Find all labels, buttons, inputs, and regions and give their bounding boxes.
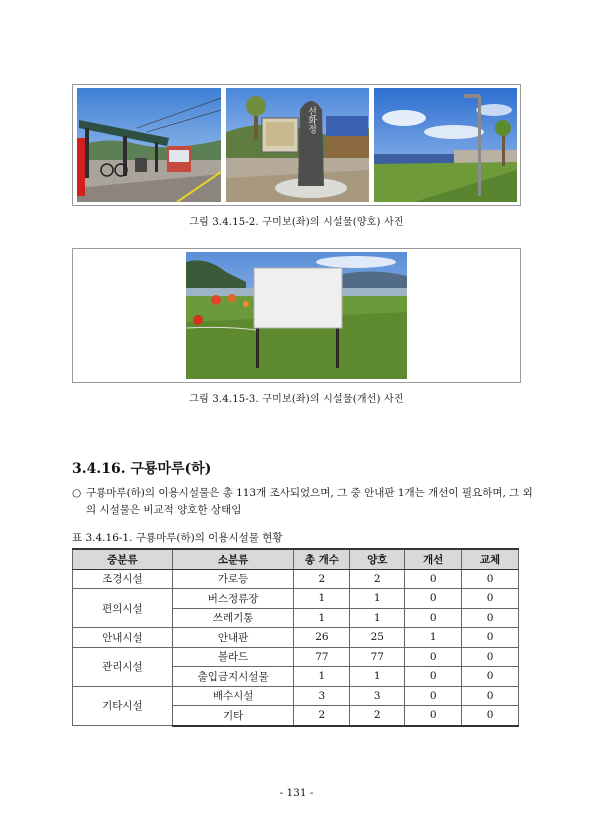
subcategory-cell: 기타 xyxy=(172,706,294,726)
subcategory-cell: 배수시설 xyxy=(172,686,294,706)
value-cell: 1 xyxy=(294,589,350,609)
value-cell: 0 xyxy=(462,686,519,706)
value-cell: 26 xyxy=(294,628,350,648)
value-cell: 3 xyxy=(294,686,350,706)
value-cell: 1 xyxy=(350,589,405,609)
value-cell: 0 xyxy=(462,647,519,667)
value-cell: 1 xyxy=(350,667,405,687)
group-cell: 기타시설 xyxy=(73,686,173,726)
value-cell: 0 xyxy=(405,589,462,609)
monument-inscription: 선화정 xyxy=(306,106,316,134)
value-cell: 0 xyxy=(405,569,462,589)
table-row xyxy=(73,628,519,648)
value-cell: 2 xyxy=(294,569,350,589)
value-cell: 0 xyxy=(405,647,462,667)
header-cell: 양호 xyxy=(350,549,405,569)
section-bullet xyxy=(72,485,534,519)
value-cell: 1 xyxy=(350,608,405,628)
section-title: 3.4.16. 구룡마루(하) xyxy=(72,461,212,477)
header-cell: 중분류 xyxy=(73,549,173,569)
header-cell: 총 개수 xyxy=(294,549,350,569)
value-cell: 3 xyxy=(350,686,405,706)
group-cell: 안내시설 xyxy=(73,628,173,648)
subcategory-cell: 버스정류장 xyxy=(172,589,294,609)
group-cell: 관리시설 xyxy=(73,647,173,686)
value-cell: 2 xyxy=(294,706,350,726)
header-cell: 개선 xyxy=(405,549,462,569)
table-row xyxy=(73,686,519,706)
value-cell: 77 xyxy=(294,647,350,667)
header-cell: 교체 xyxy=(462,549,519,569)
facility-table xyxy=(72,548,519,727)
value-cell: 0 xyxy=(405,667,462,687)
value-cell: 0 xyxy=(462,667,519,687)
subcategory-cell: 가로등 xyxy=(172,569,294,589)
page-number: - 131 - xyxy=(279,787,314,799)
subcategory-cell: 볼라드 xyxy=(172,647,294,667)
value-cell: 0 xyxy=(462,569,519,589)
value-cell: 0 xyxy=(462,706,519,726)
bullet-mark: ○ xyxy=(72,487,82,499)
photo-stone-monument xyxy=(226,88,369,202)
value-cell: 0 xyxy=(405,608,462,628)
value-cell: 0 xyxy=(462,628,519,648)
value-cell: 0 xyxy=(405,686,462,706)
table-row xyxy=(73,647,519,667)
subcategory-cell: 출입금지시설물 xyxy=(172,667,294,687)
photo-blank-sign xyxy=(186,252,407,379)
value-cell: 0 xyxy=(462,608,519,628)
group-cell: 편의시설 xyxy=(73,589,173,628)
photo-lamp-field xyxy=(374,88,517,202)
value-cell: 1 xyxy=(294,608,350,628)
figure-2-caption: 그림 3.4.15-3. 구미보(좌)의 시설물(개선) 사진 xyxy=(189,394,404,405)
bullet-text: 구룡마루(하)의 이용시설물은 총 113개 조사되었으며, 그 중 안내판 1개는 개선이 필요하며, 그 외의 시설물은 비교적 양호한 상태임 xyxy=(86,487,533,516)
value-cell: 2 xyxy=(350,569,405,589)
value-cell: 25 xyxy=(350,628,405,648)
value-cell: 2 xyxy=(350,706,405,726)
table-row xyxy=(73,589,519,609)
table-row xyxy=(73,569,519,589)
value-cell: 1 xyxy=(405,628,462,648)
value-cell: 0 xyxy=(462,589,519,609)
value-cell: 77 xyxy=(350,647,405,667)
header-cell: 소분류 xyxy=(172,549,294,569)
group-cell: 조경시설 xyxy=(73,569,173,589)
figure-1-caption: 그림 3.4.15-2. 구미보(좌)의 시설물(양호) 사진 xyxy=(189,217,404,228)
value-cell: 0 xyxy=(405,706,462,726)
value-cell: 1 xyxy=(294,667,350,687)
photo-bus-shelter xyxy=(77,88,221,202)
table-caption: 표 3.4.16-1. 구룡마루(하)의 이용시설물 현황 xyxy=(72,532,283,544)
subcategory-cell: 쓰레기통 xyxy=(172,608,294,628)
table-header-row xyxy=(73,549,519,569)
subcategory-cell: 안내판 xyxy=(172,628,294,648)
